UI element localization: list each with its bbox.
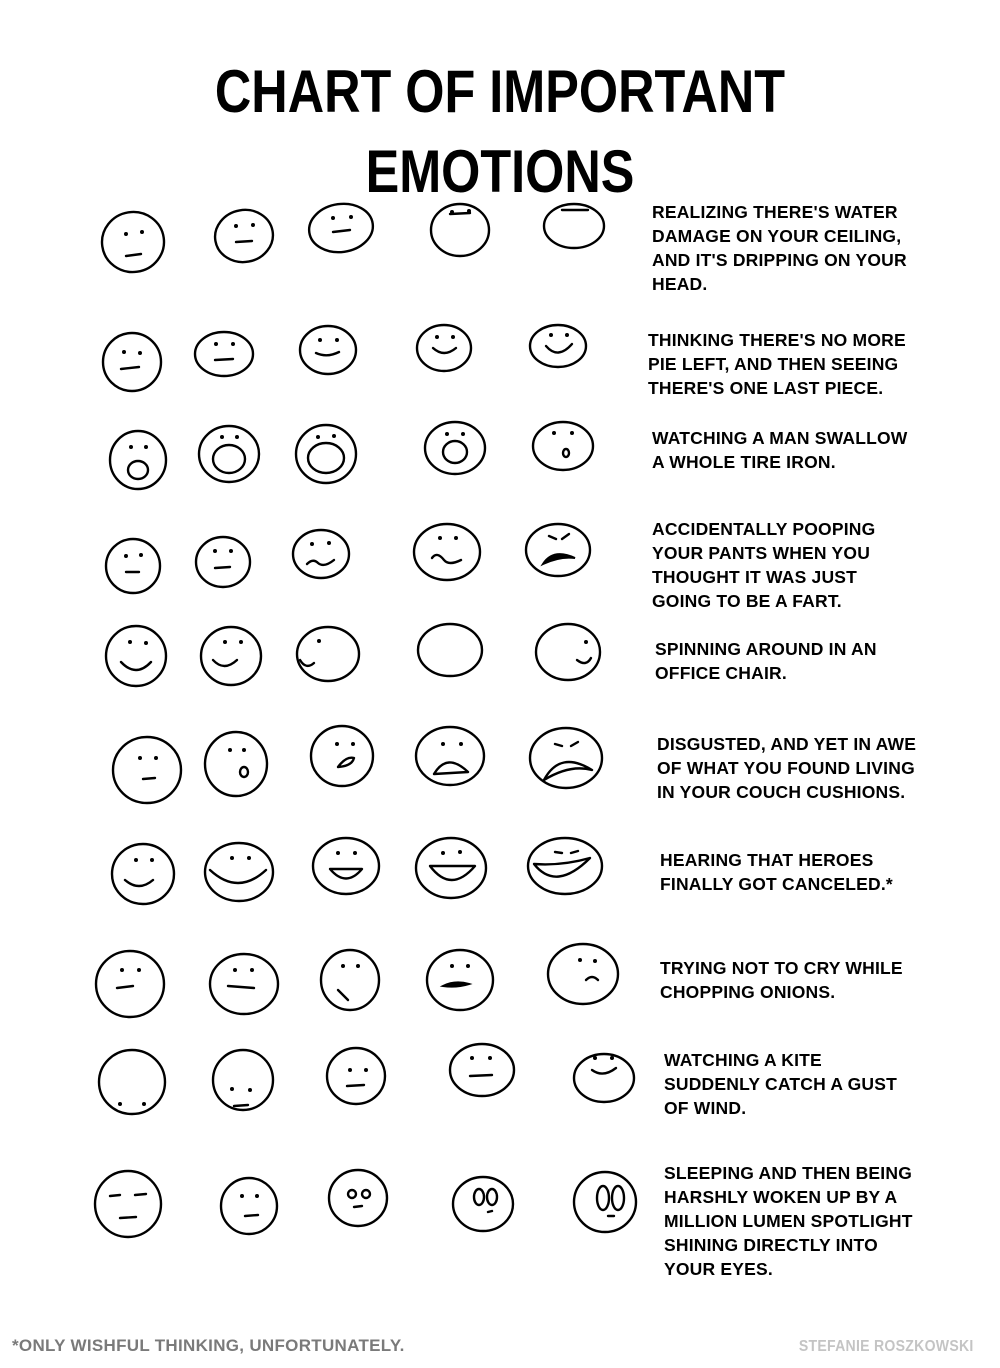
smile-face-icon	[112, 844, 174, 904]
face-sequence	[0, 322, 640, 432]
face-sequence	[0, 944, 640, 1054]
small-o-face-icon	[311, 726, 373, 786]
blank-face-icon	[99, 1050, 165, 1114]
sleepy-face-icon	[95, 1171, 161, 1237]
neutral-face-icon	[450, 1044, 514, 1096]
neutral-face-icon	[103, 333, 161, 391]
neutral-face-icon	[221, 1178, 277, 1234]
wavy-mouth-face-icon	[414, 524, 480, 580]
grin-face-icon	[416, 838, 486, 898]
face-sequence	[0, 420, 640, 530]
small-o-face-icon	[533, 422, 593, 470]
emotion-label: SLEEPING AND THEN BEING HARSHLY WOKEN UP BY A MILLION LUMEN SPOTLIGHT SHINING DIRECTLY INTO YOUR EYES.	[664, 1163, 913, 1279]
smile-face-icon	[201, 627, 261, 685]
gasp-face-icon	[110, 431, 166, 489]
smile-face-icon	[530, 325, 586, 367]
grin-face-icon	[313, 838, 379, 894]
gasp-face-icon	[296, 425, 356, 483]
neutral-face-icon	[113, 737, 181, 803]
neutral-face-icon	[195, 332, 253, 376]
grimace-face-icon	[427, 950, 493, 1010]
face-sequence	[0, 622, 640, 732]
gasp-face-icon	[425, 422, 485, 474]
horrified-face-icon	[526, 524, 590, 576]
frown-open-face-icon	[530, 728, 602, 788]
face-sequence	[0, 836, 640, 946]
emotion-label: WATCHING A MAN SWALLOW A WHOLE TIRE IRON.	[652, 428, 908, 472]
emotion-label: TRYING NOT TO CRY WHILE CHOPPING ONIONS.	[660, 958, 903, 1002]
emotion-label: THINKING THERE'S NO MORE PIE LEFT, AND THEN SEEING THERE'S ONE LAST PIECE.	[648, 330, 906, 398]
emotion-label: HEARING THAT HEROES FINALLY GOT CANCELED.*	[660, 850, 893, 894]
slant-mouth-face-icon	[321, 950, 379, 1010]
emotion-label: SPINNING AROUND IN AN OFFICE CHAIR.	[655, 639, 877, 683]
neutral-face-icon	[211, 205, 277, 266]
neutral-face-icon	[98, 208, 168, 276]
face-sequence	[0, 1044, 640, 1154]
neutral-face-icon	[306, 200, 376, 256]
neutral-face-icon	[106, 539, 160, 593]
small-o-face-icon	[205, 732, 267, 796]
neutral-face-icon	[327, 1048, 385, 1104]
face-sequence	[0, 190, 640, 300]
smile-face-icon	[536, 624, 600, 680]
wide-eyes-face-icon	[329, 1170, 387, 1226]
neutral-face-icon	[210, 954, 278, 1014]
neutral-face-icon	[196, 537, 250, 587]
footnote: *ONLY WISHFUL THINKING, UNFORTUNATELY.	[12, 1336, 405, 1355]
emotion-label: REALIZING THERE'S WATER DAMAGE ON YOUR CEILING, AND IT'S DRIPPING ON YOUR HEAD.	[652, 202, 907, 294]
frown-open-face-icon	[416, 727, 484, 785]
emotion-label: DISGUSTED, AND YET IN AWE OF WHAT YOU FOUND LIVING IN YOUR COUCH CUSHIONS.	[657, 734, 917, 802]
artist-credit: STEFANIE ROSZKOWSKI	[799, 1338, 974, 1355]
big-smile-face-icon	[205, 843, 273, 901]
brow-face-icon	[574, 1054, 634, 1102]
emotion-label: WATCHING A KITE SUDDENLY CATCH A GUST OF WIND.	[664, 1050, 898, 1118]
emotion-label: ACCIDENTALLY POOPING YOUR PANTS WHEN YOU THOUGHT IT WAS JUST GOING TO BE A FART.	[652, 519, 876, 611]
face-sequence	[0, 1164, 640, 1274]
blank-face-icon	[544, 204, 604, 248]
smile-face-icon	[106, 626, 166, 686]
slant-mouth-face-icon	[548, 944, 618, 1004]
grin-face-icon	[528, 838, 602, 894]
page-title: CHART OF IMPORTANT EMOTIONS	[214, 58, 786, 205]
neutral-face-icon	[213, 1050, 273, 1110]
brow-face-icon	[431, 204, 489, 256]
smile-face-icon	[297, 627, 359, 681]
wide-eyes-face-icon	[453, 1177, 513, 1231]
face-sequence	[0, 520, 640, 630]
slight-smile-face-icon	[300, 326, 356, 374]
wavy-mouth-face-icon	[293, 530, 349, 578]
wide-eyes-face-icon	[574, 1172, 636, 1232]
blank-face-icon	[418, 624, 482, 676]
neutral-face-icon	[96, 951, 164, 1017]
smile-face-icon	[417, 325, 471, 371]
face-sequence	[0, 722, 640, 832]
gasp-face-icon	[199, 426, 259, 482]
